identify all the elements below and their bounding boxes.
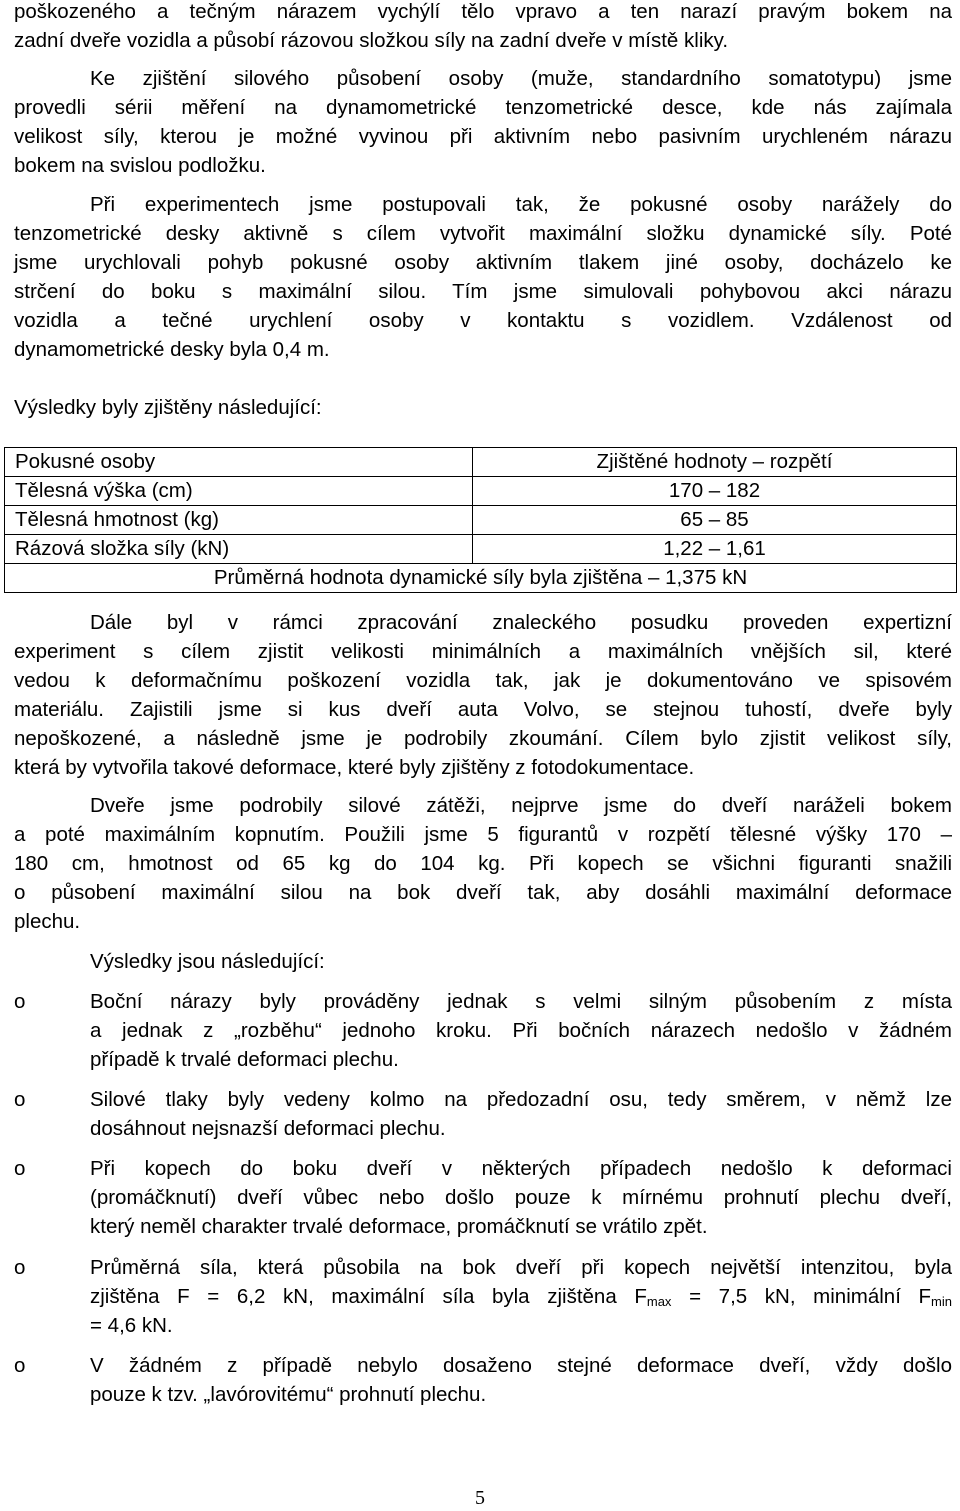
table-cell-label: Tělesná výška (cm) <box>5 477 473 506</box>
list-item <box>14 1154 952 1241</box>
text-line: Dveře jsme podrobily silové zátěži, nejprve jsme do dveří naráželi bokem <box>90 794 952 817</box>
list-item <box>14 1351 952 1409</box>
results-heading-text: Výsledky byly zjištěny následující: <box>14 396 322 419</box>
table-summary-row <box>5 564 957 593</box>
bullet-marker: o <box>14 1157 26 1180</box>
table-cell-value: 170 – 182 <box>473 477 957 506</box>
text-line: která by vytvořila takové deformace, které byly zjištěny z fotodokumentace. <box>14 756 695 779</box>
text-line: dynamometrické desky byla 0,4 m. <box>14 338 330 361</box>
measurement-paragraph <box>14 64 952 180</box>
text-line: vozidla a tečné urychlení osoby v kontaktu s vozidlem. Vzdálenost od <box>14 309 952 332</box>
text-line: a poté maximálním kopnutím. Použili jsme 5 figurantů v rozpětí tělesné výšky 170 – <box>14 823 952 846</box>
text-line: nepoškozené, a následně jsme je podrobily zkoumání. Cílem bylo zjistit velikost síly, <box>14 727 952 750</box>
text-line: jsme urychlovali pohyb pokusné osoby aktivním tlakem jiné osoby, docházelo ke <box>14 251 952 274</box>
table-summary: Průměrná hodnota dynamické síly byla zjištěna – 1,375 kN <box>5 564 957 593</box>
text-line: Boční nárazy byly prováděny jednak s velmi silným působením z místa <box>90 990 952 1013</box>
table-row <box>5 477 957 506</box>
results-subheading-text: Výsledky jsou následující: <box>90 950 325 973</box>
text-line: Průměrná síla, která působila na bok dveří při kopech největší intenzitou, byla <box>90 1256 952 1279</box>
table-row <box>5 535 957 564</box>
text-segment: zjištěna F = 6,2 kN, maximální síla byla zjištěna F <box>90 1285 647 1308</box>
text-line: provedli sérii měření na dynamometrické tenzometrické desce, kde nás zajímala <box>14 96 952 119</box>
text-segment: = 7,5 kN, minimální F <box>671 1285 932 1308</box>
table-cell-label: Rázová složka síly (kN) <box>5 535 473 564</box>
text-line: dosáhnout nejsnazší deformaci plechu. <box>90 1117 446 1140</box>
text-line: 180 cm, hmotnost od 65 kg do 104 kg. Při kopech se všichni figuranti snažili <box>14 852 952 875</box>
text-line: Při kopech do boku dveří v některých případech nedošlo k deformaci <box>90 1157 952 1180</box>
experiments-paragraph <box>14 190 952 364</box>
bullet-marker: o <box>14 1256 26 1279</box>
table-header-row <box>5 448 957 477</box>
text-line: materiálu. Zajistili jsme si kus dveří auta Volvo, se stejnou tuhostí, dveře byly <box>14 698 952 721</box>
bullet-marker: o <box>14 1088 26 1111</box>
text-line-with-subscripts <box>90 1282 952 1311</box>
table-cell-value: 65 – 85 <box>473 506 957 535</box>
table-header-value: Zjištěné hodnoty – rozpětí <box>473 448 957 477</box>
text-line: strčení do boku s maximální silou. Tím jsme simulovali pohybovou akci nárazu <box>14 280 952 303</box>
text-line: zadní dveře vozidla a působí rázovou složkou síly na zadní dveře v místě kliky. <box>14 29 729 52</box>
text-line: Silové tlaky byly vedeny kolmo na předozadní osu, tedy směrem, v němž lze <box>90 1088 952 1111</box>
list-item <box>14 1253 952 1340</box>
results-table <box>4 447 957 593</box>
text-line: o působení maximální silou na bok dveří tak, aby dosáhli maximální deformace <box>14 881 952 904</box>
subscript-max: max <box>646 1294 672 1309</box>
text-line: plechu. <box>14 910 81 933</box>
list-item <box>14 987 952 1074</box>
text-line: poškozeného a tečným nárazem vychýlí tělo vpravo a ten narazí pravým bokem na <box>14 0 952 23</box>
text-line: (promáčknutí) dveří vůbec nebo došlo pouze k mírnému prohnutí plechu dveří, <box>90 1186 952 1209</box>
table-header-label: Pokusné osoby <box>5 448 473 477</box>
intro-paragraph <box>14 0 952 55</box>
text-line: V žádném z případě nebylo dosaženo stejné deformace dveří, vždy došlo <box>90 1354 952 1377</box>
text-line: vedou k deformačnímu poškození vozidla tak, jak je dokumentováno ve spisovém <box>14 669 952 692</box>
doors-paragraph <box>14 791 952 936</box>
text-line: bokem na svislou podložku. <box>14 154 266 177</box>
page-number: 5 <box>475 1487 485 1509</box>
list-item <box>14 1085 952 1143</box>
bullet-marker: o <box>14 990 26 1013</box>
text-line: tenzometrické desky aktivně s cílem vytvořit maximální složku dynamické síly. Poté <box>14 222 952 245</box>
text-line: případě k trvalé deformaci plechu. <box>90 1048 399 1071</box>
text-line: pouze k tzv. „lavórovitému“ prohnutí plechu. <box>90 1383 487 1406</box>
table-cell-value: 1,22 – 1,61 <box>473 535 957 564</box>
results-heading <box>14 393 952 422</box>
text-line: a jednak z „rozběhu“ jednoho kroku. Při bočních nárazech nedošlo v žádném <box>90 1019 952 1042</box>
table-cell-label: Tělesná hmotnost (kg) <box>5 506 473 535</box>
text-line: velikost síly, kterou je možné vyvinou při aktivním nebo pasivním urychleném nárazu <box>14 125 952 148</box>
text-line: experiment s cílem zjistit velikosti minimálních a maximálních vnějších sil, které <box>14 640 952 663</box>
subscript-min: min <box>931 1294 952 1309</box>
bullet-marker: o <box>14 1354 26 1377</box>
table-row <box>5 506 957 535</box>
expert-paragraph <box>14 608 952 782</box>
text-line: Při experimentech jsme postupovali tak, že pokusné osoby narážely do <box>90 193 952 216</box>
text-line: Ke zjištění silového působení osoby (muže, standardního somatotypu) jsme <box>90 67 952 90</box>
text-line: = 4,6 kN. <box>90 1314 173 1337</box>
text-line: Dále byl v rámci zpracování znaleckého posudku proveden expertizní <box>90 611 952 634</box>
results-subheading <box>14 947 952 976</box>
text-line: který neměl charakter trvalé deformace, promáčknutí se vrátilo zpět. <box>90 1215 708 1238</box>
